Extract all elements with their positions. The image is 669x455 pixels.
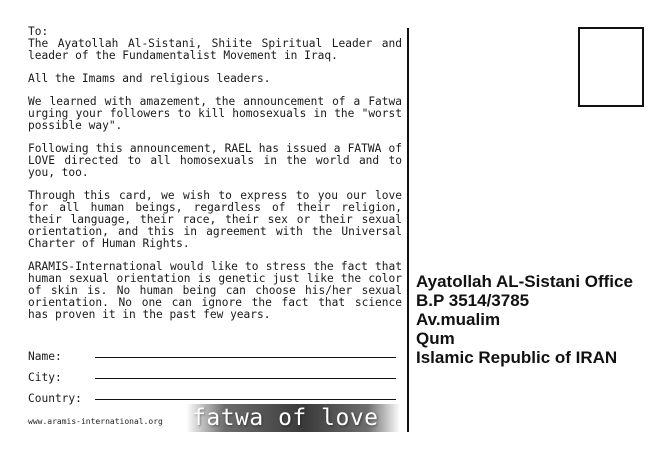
message-paragraph-imams: All the Imams and religious leaders. <box>28 72 271 85</box>
name-label: Name: <box>28 350 62 363</box>
message-paragraph-recipient: The Ayatollah Al-Sistani, Shiite Spiritual Leader and leader of the Fundamentalist Movement in Iraq. <box>28 37 402 62</box>
stamp-box <box>578 27 644 107</box>
message-paragraph-aramis: ARAMIS-International would like to stress the fact that human sexual orientation is genetic just like the color of skin is. No human being can choose his/her sexual orientation. No one can ignore the fact that science has proven it in the past few years. <box>28 260 402 321</box>
vertical-divider <box>407 28 409 432</box>
address-line-office: Ayatollah AL-Sistani Office <box>416 272 633 291</box>
address-line-city: Qum <box>416 329 455 348</box>
recipient-address <box>416 272 664 367</box>
brand-title: fatwa of love <box>192 405 379 431</box>
brand-banner <box>186 404 400 432</box>
country-label: Country: <box>28 392 82 405</box>
city-row <box>28 368 398 389</box>
address-line-street: Av.mualim <box>416 310 501 329</box>
country-field[interactable] <box>95 399 396 400</box>
website-url: www.aramis-international.org <box>28 417 163 426</box>
to-label: To: <box>28 25 49 38</box>
name-row <box>28 347 398 368</box>
city-field[interactable] <box>95 378 396 379</box>
address-line-po-box: B.P 3514/3785 <box>416 291 530 310</box>
message-paragraph-rael: Following this announcement, RAEL has issued a FATWA of LOVE directed to all homosexuals in the world and to you, too. <box>28 142 402 179</box>
message-block <box>28 26 402 332</box>
name-field[interactable] <box>95 357 396 358</box>
sender-form <box>28 347 398 410</box>
address-line-country: Islamic Republic of IRAN <box>416 348 618 367</box>
city-label: City: <box>28 371 62 384</box>
message-paragraph-fatwa: We learned with amazement, the announcement of a Fatwa urging your followers to kill homosexuals in the "worst possible way". <box>28 95 402 132</box>
message-paragraph-love: Through this card, we wish to express to you our love for all human beings, regardless of their religion, their language, their race, their sex or their sexual orientation, and this in agreement with the Universal Charter of Human Rights. <box>28 189 402 250</box>
